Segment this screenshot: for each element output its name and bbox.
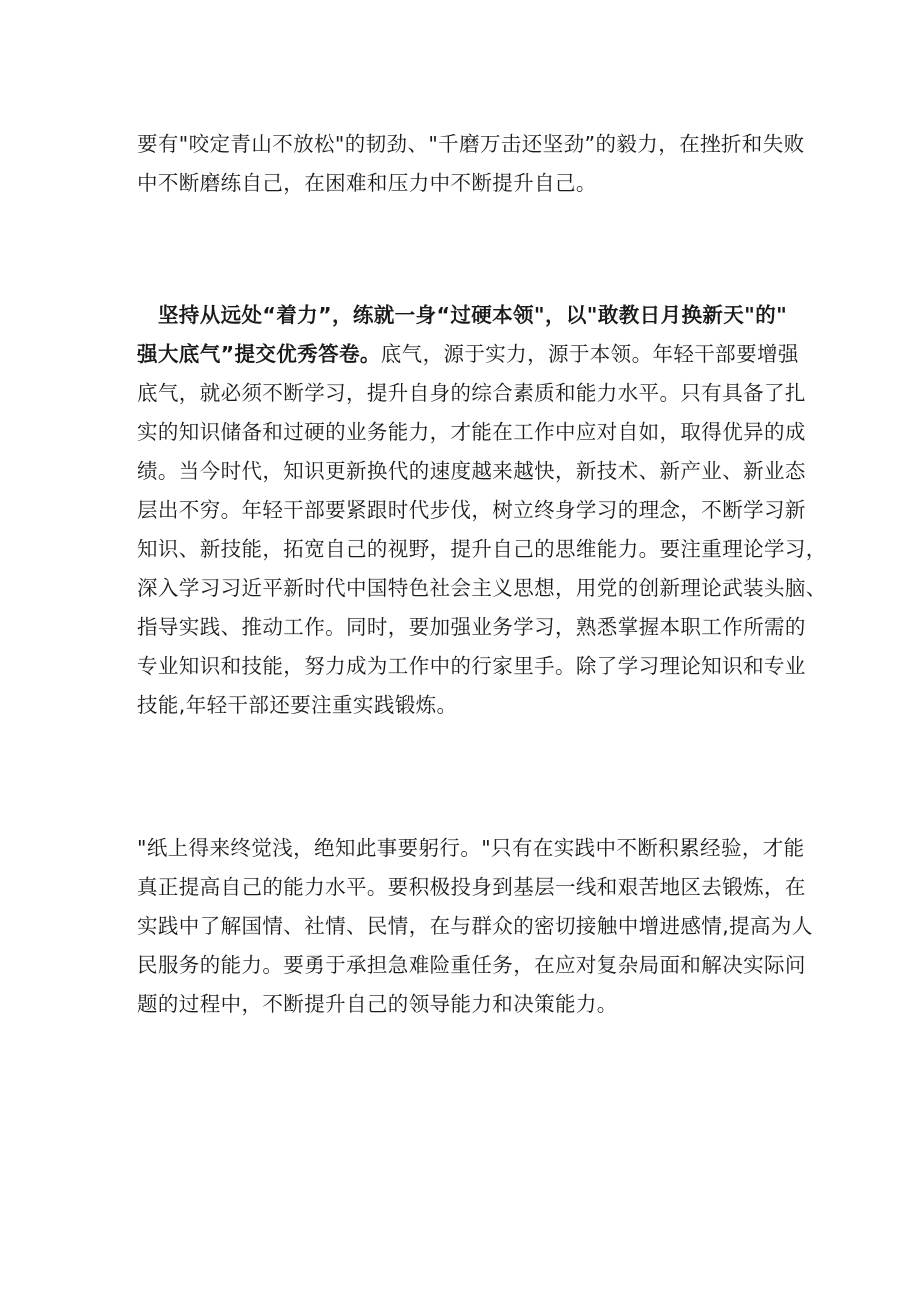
paragraph-2-line-2 bbox=[137, 335, 797, 374]
paragraph-2 bbox=[137, 296, 827, 725]
paragraph-2-line-11: 技能,年轻干部还要注重实践锻炼。 bbox=[137, 693, 458, 717]
paragraph-3-line-5: 题的过程中，不断提升自己的领导能力和决策能力。 bbox=[137, 992, 618, 1016]
paragraph-2-line-4: 实的知识储备和过硬的业务能力，才能在工作中应对自如，取得优异的成 bbox=[137, 420, 806, 444]
paragraph-3-line-2: 真正提高自己的能力水平。要积极投身到基层一线和艰苦地区去锻炼，在 bbox=[137, 875, 806, 899]
paragraph-2-line-7: 知识、新技能，拓宽自己的视野，提升自己的思维能力。要注重理论学习， bbox=[137, 537, 827, 561]
paragraph-2-heading-line-2: 强大底气”提交优秀答卷。 bbox=[137, 342, 381, 366]
paragraph-2-line-3: 底气，就必须不断学习，提升自身的综合素质和能力水平。只有具备了扎 bbox=[137, 381, 806, 405]
paragraph-3-line-4: 民服务的能力。要勇于承担急难险重任务，在应对复杂局面和解决实际问 bbox=[137, 953, 806, 977]
paragraph-3-line-1: "纸上得来终觉浅，绝知此事要躬行。"只有在实践中不断积累经验，才能 bbox=[137, 836, 805, 860]
paragraph-1 bbox=[137, 125, 805, 203]
paragraph-2-line-6: 层出不穷。年轻干部要紧跟时代步伐，树立终身学习的理念，不断学习新 bbox=[137, 498, 806, 522]
paragraph-2-line-10: 专业知识和技能，努力成为工作中的行家里手。除了学习理论知识和专业 bbox=[137, 654, 806, 678]
paragraph-2-line-5: 绩。当今时代，知识更新换代的速度越来越快，新技术、新产业、新业态 bbox=[137, 459, 806, 483]
paragraph-2-line-9: 指导实践、推动工作。同时，要加强业务学习，熟悉掌握本职工作所需的 bbox=[137, 615, 806, 639]
paragraph-3 bbox=[137, 829, 813, 1024]
paragraph-1-line-1: 要有"咬定青山不放松"的韧劲、"千磨万击还坚劲”的毅力，在挫折和失败 bbox=[137, 132, 805, 156]
paragraph-2-line-2-rest: 底气，源于实力，源于本领。年轻干部要增强 bbox=[380, 342, 799, 366]
paragraph-3-line-3: 实践中了解国情、社情、民情，在与群众的密切接触中增进感情,提高为人 bbox=[137, 914, 813, 938]
paragraph-2-line-8: 深入学习习近平新时代中国特色社会主义思想，用党的创新理论武装头脑、 bbox=[137, 576, 827, 600]
paragraph-1-line-2: 中不断磨练自己，在困难和压力中不断提升自己。 bbox=[137, 171, 597, 195]
paragraph-2-heading-line-1: 坚持从远处“着力”，练就一身“过硬本领"，以"敢教日月换新天"的" bbox=[137, 303, 788, 327]
